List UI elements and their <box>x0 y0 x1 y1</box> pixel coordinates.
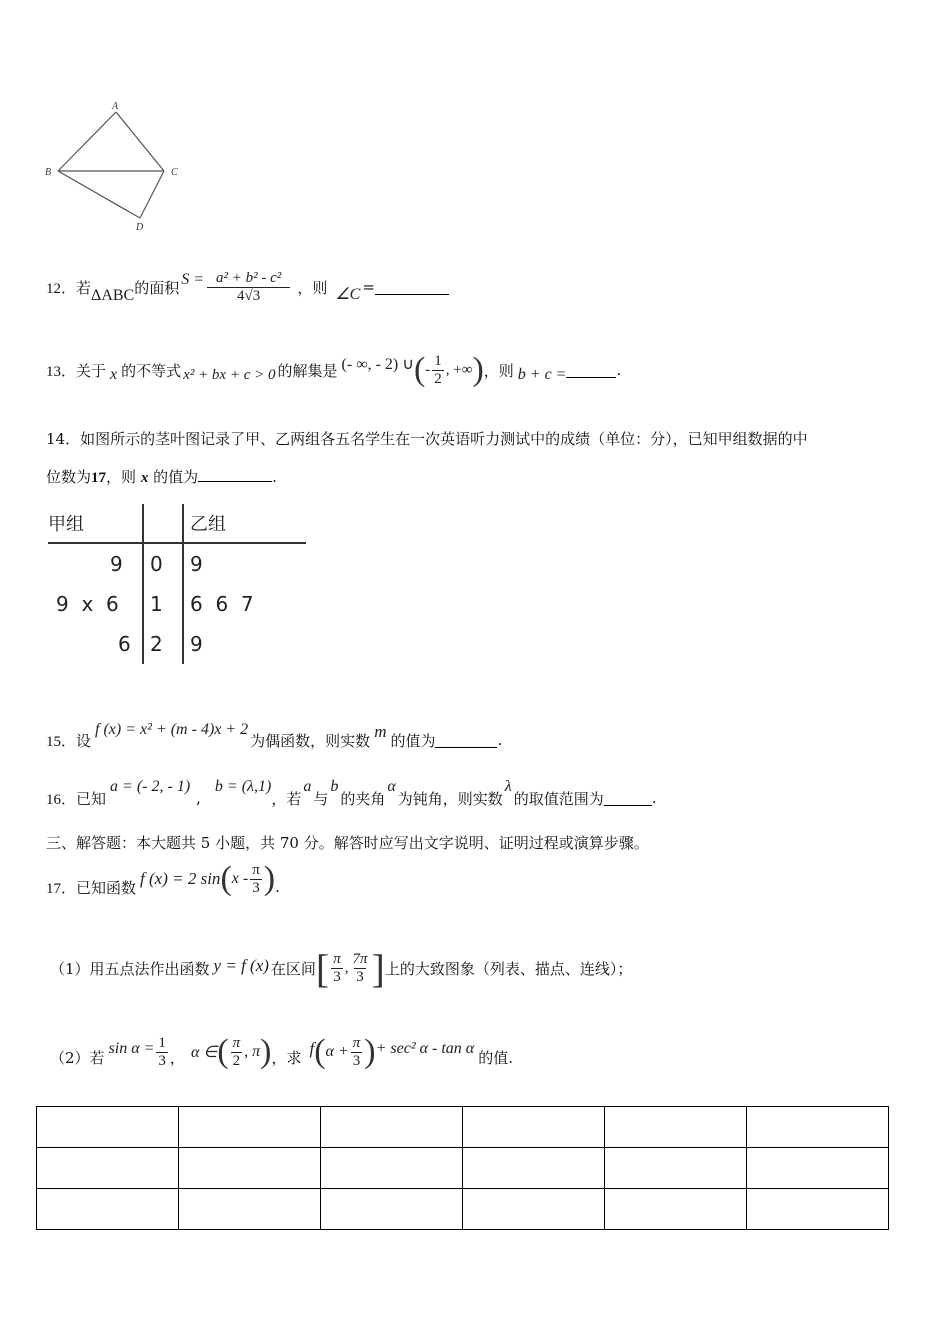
question-15 <box>46 714 502 754</box>
q16-text-2: ，若 <box>271 789 302 808</box>
q17-2-a-den: 3 <box>352 1052 361 1069</box>
q17-1-sep: , <box>344 959 349 976</box>
quadrilateral-figure <box>40 98 200 238</box>
q17-2-pi-over-3 <box>351 1035 363 1070</box>
q17-frac-den: 3 <box>252 879 260 896</box>
q17-2-one-third <box>156 1035 168 1070</box>
stem-leaf-row-2-left: 9 x 6 <box>56 592 119 616</box>
q14-text-c: 的值为 <box>153 468 199 486</box>
q17-text-1: 已知函数 <box>76 878 137 897</box>
q17-2-label: （2）若 <box>50 1048 105 1067</box>
q17-2-comma-1: ， <box>169 1048 185 1067</box>
q12-text-1: 若 <box>76 278 92 297</box>
q14-end: . <box>272 468 277 486</box>
q13-half-fraction <box>432 353 444 388</box>
q13-set-left: (- ∞, - 2) ∪ <box>341 356 414 373</box>
stem-leaf-right-rule <box>182 504 184 664</box>
table-cell[interactable] <box>37 1107 179 1148</box>
q17-frac-num: π <box>252 861 260 878</box>
table-cell[interactable] <box>321 1148 463 1189</box>
q17-2-interval-start <box>231 1035 243 1070</box>
q12-frac-num: a² + b² - c² <box>216 269 282 286</box>
stem-leaf-row-2-stem: 1 <box>150 592 163 616</box>
q16-alpha: α <box>387 778 396 795</box>
stem-leaf-row-2-right: 6 6 7 <box>190 592 254 616</box>
q17-paren-open: ( <box>220 860 232 897</box>
table-cell[interactable] <box>321 1189 463 1230</box>
q13-inequality: x² + bx + c > 0 <box>183 366 276 383</box>
q15-function: f (x) = x² + (m - 4)x + 2 <box>95 721 249 738</box>
q12-triangle: ΔABC <box>91 287 135 304</box>
table-row <box>37 1148 889 1189</box>
q13-end: . <box>616 361 622 379</box>
table-row <box>37 1189 889 1230</box>
vertex-label-c: C <box>171 167 178 178</box>
q12-answer-blank[interactable] <box>375 280 449 295</box>
q15-answer-blank[interactable] <box>435 733 497 748</box>
q14-answer-blank[interactable] <box>198 467 272 482</box>
q17-paren-close: ) <box>263 860 276 897</box>
q17-2-comma-2: ，求 <box>271 1048 302 1067</box>
table-cell[interactable] <box>605 1107 747 1148</box>
q12-s-eq: S = <box>181 271 205 288</box>
q17-2-f: f <box>309 1039 315 1058</box>
q17-2-s-den: 3 <box>158 1052 166 1069</box>
q15-m: m <box>374 722 387 741</box>
question-13 <box>46 345 621 395</box>
q15-text-3: 的值为 <box>390 731 436 750</box>
q17-1-f2-num: 7π <box>352 950 368 967</box>
q12-eq: = <box>362 278 375 296</box>
stem-leaf-right-header: 乙组 <box>190 514 226 535</box>
q16-text-1: 已知 <box>76 789 107 808</box>
q14-median: 17 <box>91 470 107 486</box>
table-cell[interactable] <box>179 1107 321 1148</box>
question-12 <box>46 262 449 312</box>
q16-a: a <box>303 778 312 795</box>
q12-text-2: 的面积 <box>134 278 180 297</box>
q16-lambda: λ <box>504 778 512 795</box>
q13-text-1: 关于 <box>76 361 107 380</box>
q16-end: . <box>651 789 657 807</box>
table-cell[interactable] <box>463 1189 605 1230</box>
q17-pi-over-3 <box>250 862 262 897</box>
q16-vector-a: a = (- 2, - 1) <box>110 778 191 795</box>
stem-leaf-row-1-left: 9 <box>110 552 123 576</box>
q16-text-5: 为钝角，则实数 <box>397 789 503 808</box>
q12-frac-den: 4√3 <box>207 287 290 305</box>
q12-area-fraction <box>206 270 291 305</box>
q13-x: x <box>110 366 118 383</box>
q17-1-f1-den: 3 <box>333 968 341 985</box>
table-cell[interactable] <box>37 1189 179 1230</box>
q17-end: . <box>275 878 280 896</box>
table-cell[interactable] <box>463 1148 605 1189</box>
q13-paren-close: ) <box>472 351 484 388</box>
q13-set-right: , +∞ <box>445 361 473 378</box>
q17-1-label: （1）用五点法作出函数 <box>50 959 210 978</box>
stem-leaf-row-1-right: 9 <box>190 552 203 576</box>
q17-1-function: y = f (x) <box>213 956 269 975</box>
stem-leaf-left-rule <box>142 504 144 664</box>
vertex-label-a: A <box>112 101 119 112</box>
q16-text-3: 与 <box>313 789 329 808</box>
q16-text-6: 的取值范围为 <box>513 789 604 808</box>
stem-leaf-row-3-left: 6 <box>118 632 131 656</box>
q17-2-interval-right: , π <box>244 1043 261 1060</box>
question-17 <box>46 858 280 906</box>
q17-2-paren-close: ) <box>260 1033 272 1070</box>
q13-expr: b + c = <box>517 366 567 383</box>
q17-2-sin: sin α = <box>108 1040 155 1057</box>
q16-comma: , <box>196 789 201 807</box>
q17-2-arg-close: ) <box>364 1033 376 1070</box>
table-cell[interactable] <box>463 1107 605 1148</box>
q17-2-s-num: 1 <box>158 1034 166 1051</box>
answer-grid-table <box>36 1106 889 1230</box>
q12-number: 12． <box>46 280 77 297</box>
table-cell[interactable] <box>747 1189 889 1230</box>
section-3-heading: 三、解答题：本大题共 5 小题，共 70 分。解答时应写出文字说明、证明过程或演算步骤。 <box>46 834 649 852</box>
q13-frac-den: 2 <box>434 370 442 387</box>
vertex-label-b: B <box>45 167 52 178</box>
question-17-part-1 <box>50 940 632 996</box>
stem-leaf-left-header: 甲组 <box>48 514 84 535</box>
q17-2-arg-open: ( <box>314 1033 326 1070</box>
q13-number: 13． <box>46 363 77 380</box>
q14-text-b: ，则 <box>106 468 137 486</box>
stem-leaf-plot <box>46 500 308 668</box>
q13-answer-blank[interactable] <box>566 363 616 378</box>
q12-angle: ∠C <box>335 286 361 303</box>
q15-number: 15． <box>46 733 77 750</box>
table-cell[interactable] <box>179 1148 321 1189</box>
q17-2-a-num: π <box>352 1034 361 1051</box>
q16-number: 16． <box>46 791 77 808</box>
vertex-label-d: D <box>136 222 144 233</box>
q15-end: . <box>497 731 503 749</box>
table-cell[interactable] <box>605 1148 747 1189</box>
q17-1-bracket-open: [ <box>315 945 330 991</box>
q14-x: x <box>140 470 149 486</box>
q17-2-arg: α + <box>325 1043 349 1060</box>
table-cell[interactable] <box>321 1107 463 1148</box>
stem-leaf-header-rule <box>48 542 306 544</box>
q13-minus: - <box>425 361 431 378</box>
q13-frac-num: 1 <box>434 352 442 369</box>
table-cell[interactable] <box>37 1148 179 1189</box>
q17-1-text-2: 在区间 <box>270 959 316 978</box>
q17-2-i-den: 2 <box>232 1052 241 1069</box>
stem-leaf-row-3-stem: 2 <box>150 632 163 656</box>
q17-1-interval-end <box>351 951 370 986</box>
table-cell[interactable] <box>179 1189 321 1230</box>
q17-1-interval-start <box>331 951 343 986</box>
q12-text-3: ，则 <box>297 278 328 297</box>
q16-b: b <box>330 778 339 795</box>
q17-2-i-num: π <box>232 1034 241 1051</box>
q17-1-f1-num: π <box>333 950 341 967</box>
table-cell[interactable] <box>605 1189 747 1230</box>
q13-paren-open: ( <box>413 351 426 388</box>
q16-text-4: 的夹角 <box>340 789 386 808</box>
q17-1-text-3: 上的大致图象（列表、描点、连线）； <box>384 959 633 978</box>
question-14-line-1: 14．如图所示的茎叶图记录了甲、乙两组各五名学生在一次英语听力测试中的成绩（单位：分），已知甲组数据的中 <box>46 430 808 448</box>
question-17-part-2 <box>50 1024 513 1080</box>
q17-1-bracket-close: ] <box>371 945 385 991</box>
table-row <box>37 1107 889 1148</box>
q15-text-1: 设 <box>76 731 92 750</box>
q17-2-alpha-in: α ∈ <box>190 1044 218 1061</box>
q13-text-2: 的不等式 <box>121 361 182 380</box>
stem-leaf-row-1-stem: 0 <box>150 552 163 576</box>
q15-text-2: 为偶函数，则实数 <box>250 731 371 750</box>
table-cell[interactable] <box>747 1107 889 1148</box>
question-14-line-2 <box>46 466 277 487</box>
table-cell[interactable] <box>747 1148 889 1189</box>
q13-text-4: ，则 <box>483 361 514 380</box>
q13-text-3: 的解集是 <box>277 361 338 380</box>
q17-2-paren-open: ( <box>217 1033 229 1070</box>
stem-leaf-row-3-right: 9 <box>190 632 203 656</box>
q17-number: 17． <box>46 880 77 897</box>
q17-2-text-end: 的值. <box>478 1048 513 1067</box>
question-16 <box>46 772 657 812</box>
q17-function-lhs: f (x) = 2 sin <box>140 869 221 888</box>
q17-1-f2-den: 3 <box>356 968 364 985</box>
q16-answer-blank[interactable] <box>604 791 652 806</box>
q16-vector-b: b = (λ,1) <box>214 778 272 795</box>
q17-inner: x - <box>231 870 249 887</box>
q17-2-rest: + sec² α - tan α <box>375 1040 475 1057</box>
q14-text-a: 位数为 <box>46 468 92 486</box>
